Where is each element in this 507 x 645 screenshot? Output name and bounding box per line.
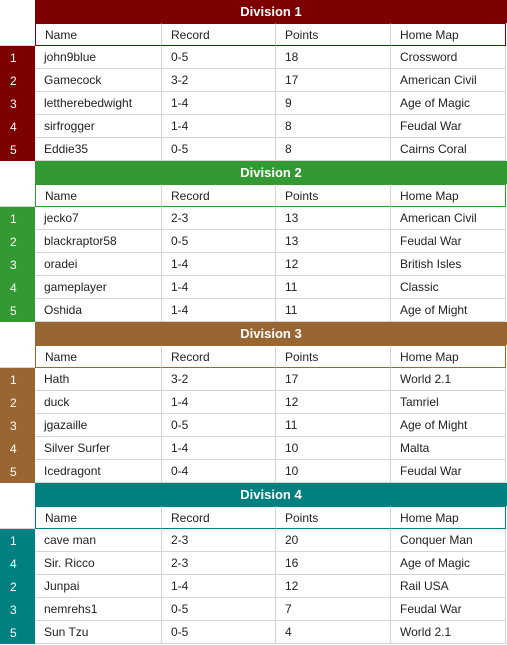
points-cell: 20 <box>275 529 390 552</box>
rank-cell: 4 <box>0 552 35 575</box>
rank-cell: 1 <box>0 46 35 69</box>
player-name-cell: Icedragont <box>35 460 161 483</box>
points-cell: 11 <box>275 414 390 437</box>
points-cell: 7 <box>275 598 390 621</box>
home-map-cell: Feudal War <box>390 115 506 138</box>
rank-cell: 5 <box>0 460 35 483</box>
record-cell: 2-3 <box>161 552 275 575</box>
player-name-cell: sirfrogger <box>35 115 161 138</box>
table-row <box>0 414 507 437</box>
points-cell: 8 <box>275 115 390 138</box>
rank-cell: 3 <box>0 414 35 437</box>
record-cell: 2-3 <box>161 207 275 230</box>
column-header-points: Points <box>275 184 390 207</box>
points-cell: 4 <box>275 621 390 644</box>
home-map-cell: Rail USA <box>390 575 506 598</box>
home-map-cell: Feudal War <box>390 230 506 253</box>
player-name-cell: jgazaille <box>35 414 161 437</box>
player-name-cell: Gamecock <box>35 69 161 92</box>
column-header-record: Record <box>161 23 275 46</box>
table-row <box>0 621 507 644</box>
player-name-cell: john9blue <box>35 46 161 69</box>
record-cell: 0-4 <box>161 460 275 483</box>
division-title: Division 1 <box>35 0 507 23</box>
record-cell: 1-4 <box>161 253 275 276</box>
table-row <box>0 552 507 575</box>
column-header-points: Points <box>275 23 390 46</box>
corner-cell <box>0 322 35 345</box>
division-1 <box>0 0 507 161</box>
record-cell: 3-2 <box>161 69 275 92</box>
column-header-home-map: Home Map <box>390 184 506 207</box>
table-row <box>0 92 507 115</box>
table-row <box>0 138 507 161</box>
player-name-cell: gameplayer <box>35 276 161 299</box>
home-map-cell: Crossword <box>390 46 506 69</box>
rank-cell: 3 <box>0 253 35 276</box>
table-row <box>0 230 507 253</box>
player-name-cell: Oshida <box>35 299 161 322</box>
column-header-record: Record <box>161 506 275 529</box>
column-header-home-map: Home Map <box>390 506 506 529</box>
corner-cell <box>0 506 35 529</box>
record-cell: 1-4 <box>161 92 275 115</box>
division-title-row <box>0 0 507 23</box>
player-name-cell: cave man <box>35 529 161 552</box>
table-row <box>0 46 507 69</box>
table-row <box>0 299 507 322</box>
column-header-record: Record <box>161 345 275 368</box>
home-map-cell: Age of Might <box>390 414 506 437</box>
record-cell: 0-5 <box>161 598 275 621</box>
points-cell: 11 <box>275 276 390 299</box>
rank-cell: 5 <box>0 621 35 644</box>
home-map-cell: Tamriel <box>390 391 506 414</box>
division-title-row <box>0 322 507 345</box>
player-name-cell: Junpai <box>35 575 161 598</box>
home-map-cell: Feudal War <box>390 460 506 483</box>
table-row <box>0 368 507 391</box>
player-name-cell: Silver Surfer <box>35 437 161 460</box>
player-name-cell: blackraptor58 <box>35 230 161 253</box>
table-row <box>0 253 507 276</box>
home-map-cell: Conquer Man <box>390 529 506 552</box>
corner-cell <box>0 0 35 23</box>
table-row <box>0 115 507 138</box>
division-4 <box>0 483 507 644</box>
column-header-points: Points <box>275 506 390 529</box>
player-name-cell: Sir. Ricco <box>35 552 161 575</box>
record-cell: 1-4 <box>161 276 275 299</box>
points-cell: 11 <box>275 299 390 322</box>
record-cell: 0-5 <box>161 621 275 644</box>
points-cell: 13 <box>275 230 390 253</box>
corner-cell <box>0 161 35 184</box>
points-cell: 10 <box>275 437 390 460</box>
table-row <box>0 575 507 598</box>
rank-cell: 4 <box>0 276 35 299</box>
table-row <box>0 276 507 299</box>
column-header-points: Points <box>275 345 390 368</box>
corner-cell <box>0 184 35 207</box>
column-header-record: Record <box>161 184 275 207</box>
home-map-cell: Age of Magic <box>390 92 506 115</box>
column-header-name: Name <box>35 345 161 368</box>
player-name-cell: duck <box>35 391 161 414</box>
column-header-row <box>0 23 507 46</box>
table-row <box>0 207 507 230</box>
player-name-cell: Sun Tzu <box>35 621 161 644</box>
division-title: Division 2 <box>35 161 507 184</box>
home-map-cell: World 2.1 <box>390 368 506 391</box>
corner-cell <box>0 345 35 368</box>
player-name-cell: Hath <box>35 368 161 391</box>
points-cell: 17 <box>275 368 390 391</box>
player-name-cell: Eddie35 <box>35 138 161 161</box>
corner-cell <box>0 483 35 506</box>
column-header-row <box>0 345 507 368</box>
table-row <box>0 529 507 552</box>
points-cell: 10 <box>275 460 390 483</box>
column-header-name: Name <box>35 23 161 46</box>
table-row <box>0 69 507 92</box>
corner-cell <box>0 23 35 46</box>
points-cell: 8 <box>275 138 390 161</box>
record-cell: 1-4 <box>161 299 275 322</box>
record-cell: 2-3 <box>161 529 275 552</box>
home-map-cell: Malta <box>390 437 506 460</box>
rank-cell: 4 <box>0 437 35 460</box>
player-name-cell: oradei <box>35 253 161 276</box>
home-map-cell: World 2.1 <box>390 621 506 644</box>
table-row <box>0 437 507 460</box>
home-map-cell: Classic <box>390 276 506 299</box>
rank-cell: 3 <box>0 598 35 621</box>
record-cell: 1-4 <box>161 437 275 460</box>
rank-cell: 3 <box>0 92 35 115</box>
home-map-cell: Age of Magic <box>390 552 506 575</box>
division-title-row <box>0 483 507 506</box>
home-map-cell: Age of Might <box>390 299 506 322</box>
column-header-name: Name <box>35 184 161 207</box>
table-row <box>0 598 507 621</box>
record-cell: 0-5 <box>161 414 275 437</box>
record-cell: 1-4 <box>161 391 275 414</box>
points-cell: 18 <box>275 46 390 69</box>
column-header-home-map: Home Map <box>390 23 506 46</box>
rank-cell: 2 <box>0 575 35 598</box>
table-row <box>0 460 507 483</box>
home-map-cell: Cairns Coral <box>390 138 506 161</box>
points-cell: 12 <box>275 575 390 598</box>
rank-cell: 2 <box>0 230 35 253</box>
column-header-row <box>0 506 507 529</box>
record-cell: 0-5 <box>161 230 275 253</box>
player-name-cell: jecko7 <box>35 207 161 230</box>
rank-cell: 4 <box>0 115 35 138</box>
points-cell: 12 <box>275 391 390 414</box>
home-map-cell: American Civil <box>390 69 506 92</box>
player-name-cell: lettherebedwight <box>35 92 161 115</box>
record-cell: 0-5 <box>161 138 275 161</box>
points-cell: 12 <box>275 253 390 276</box>
rank-cell: 1 <box>0 368 35 391</box>
rank-cell: 2 <box>0 69 35 92</box>
points-cell: 13 <box>275 207 390 230</box>
rank-cell: 5 <box>0 299 35 322</box>
home-map-cell: Feudal War <box>390 598 506 621</box>
rank-cell: 1 <box>0 207 35 230</box>
rank-cell: 1 <box>0 529 35 552</box>
division-title: Division 4 <box>35 483 507 506</box>
record-cell: 0-5 <box>161 46 275 69</box>
division-3 <box>0 322 507 483</box>
points-cell: 16 <box>275 552 390 575</box>
player-name-cell: nemrehs1 <box>35 598 161 621</box>
record-cell: 1-4 <box>161 575 275 598</box>
record-cell: 3-2 <box>161 368 275 391</box>
column-header-row <box>0 184 507 207</box>
rank-cell: 5 <box>0 138 35 161</box>
division-title: Division 3 <box>35 322 507 345</box>
column-header-name: Name <box>35 506 161 529</box>
record-cell: 1-4 <box>161 115 275 138</box>
points-cell: 9 <box>275 92 390 115</box>
rank-cell: 2 <box>0 391 35 414</box>
table-row <box>0 391 507 414</box>
column-header-home-map: Home Map <box>390 345 506 368</box>
division-2 <box>0 161 507 322</box>
points-cell: 17 <box>275 69 390 92</box>
home-map-cell: American Civil <box>390 207 506 230</box>
division-title-row <box>0 161 507 184</box>
home-map-cell: British Isles <box>390 253 506 276</box>
